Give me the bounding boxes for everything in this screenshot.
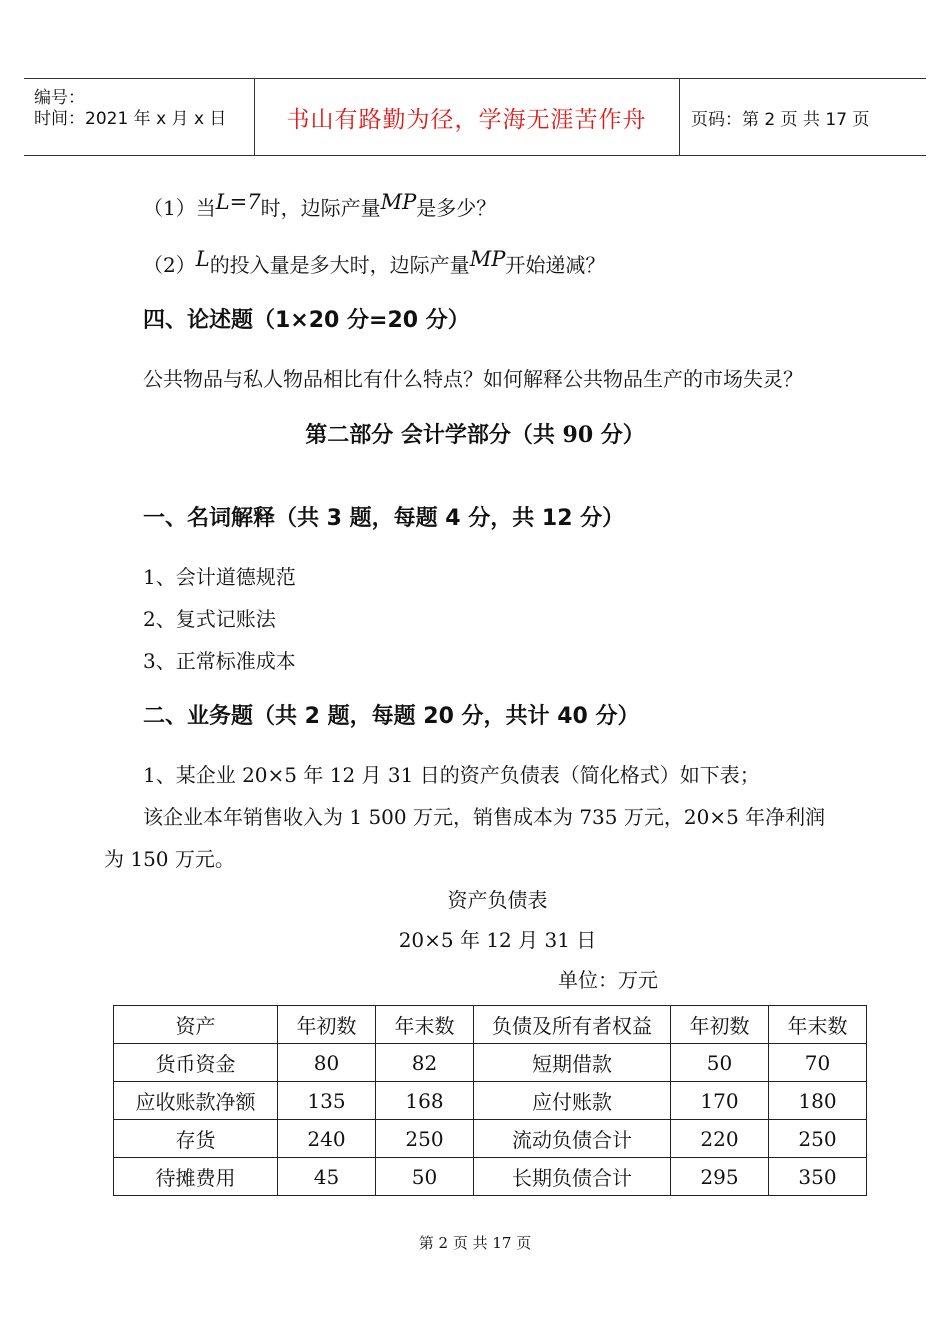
q1-prefix: （1）当 — [143, 196, 216, 220]
table-cell: 180 — [769, 1082, 867, 1120]
problem-text: 为 150 万元。 — [104, 847, 235, 871]
table-cell: 70 — [769, 1044, 867, 1082]
table-cell: 长期负债合计 — [474, 1158, 671, 1196]
table-cell: 220 — [671, 1120, 769, 1158]
page-code: 页码：第 2 页 共 17 页 — [691, 109, 870, 130]
table-title: 资产负债表 — [447, 888, 548, 912]
q1-mid: 时，边际产量 — [260, 196, 381, 220]
term-item: 3、正常标准成本 — [143, 649, 296, 673]
part-2-title: 第二部分 会计学部分（共 90 分） — [305, 422, 645, 448]
table-row — [114, 1120, 867, 1158]
header-page-cell — [679, 79, 926, 155]
table-cell: 50 — [671, 1044, 769, 1082]
table-cell: 货币资金 — [114, 1044, 278, 1082]
table-header-cell: 年初数 — [671, 1006, 769, 1044]
table-header-cell: 负债及所有者权益 — [474, 1006, 671, 1044]
table-row — [114, 1082, 867, 1120]
table-unit: 单位：万元 — [558, 968, 658, 992]
q1-math-mp: MP — [380, 190, 417, 214]
page-footer: 第 2 页 共 17 页 — [418, 1234, 532, 1252]
question-2 — [143, 247, 606, 278]
table-cell: 应付账款 — [474, 1082, 671, 1120]
balance-sheet-table — [113, 1005, 867, 1196]
term-item: 2、复式记账法 — [143, 607, 276, 631]
header-motto-cell — [254, 79, 680, 155]
problem-text: 该企业本年销售收入为 1 500 万元，销售成本为 735 万元，20×5 年净利润 — [143, 805, 826, 829]
table-date: 20×5 年 12 月 31 日 — [398, 928, 597, 952]
table-cell: 295 — [671, 1158, 769, 1196]
table-cell: 待摊费用 — [114, 1158, 278, 1196]
table-cell: 流动负债合计 — [474, 1120, 671, 1158]
problem-text: 1、某企业 20×5 年 12 月 31 日的资产负债表（简化格式）如下表； — [143, 763, 760, 787]
table-row — [114, 1044, 867, 1082]
serial-label: 编号： — [34, 88, 85, 108]
header-info-cell — [24, 79, 255, 155]
table-header-cell: 资产 — [114, 1006, 278, 1044]
q2-mid: 的投入量是多大时，边际产量 — [209, 253, 470, 277]
table-cell: 135 — [278, 1082, 376, 1120]
question-1 — [143, 190, 497, 221]
section-1-title: 一、名词解释（共 3 题，每题 4 分，共 12 分） — [143, 506, 625, 531]
q2-math: L — [195, 247, 210, 271]
q2-math-mp: MP — [469, 247, 506, 271]
motto-text: 书山有路勤为径，学海无涯苦作舟 — [286, 106, 647, 133]
table-header-cell: 年末数 — [376, 1006, 474, 1044]
table-cell: 250 — [376, 1120, 474, 1158]
table-cell: 45 — [278, 1158, 376, 1196]
table-cell: 350 — [769, 1158, 867, 1196]
table-cell: 170 — [671, 1082, 769, 1120]
table-cell: 250 — [769, 1120, 867, 1158]
table-header-row — [114, 1006, 867, 1044]
table-row — [114, 1158, 867, 1196]
table-header-cell: 年末数 — [769, 1006, 867, 1044]
q2-post: 开始递减？ — [505, 253, 606, 277]
time-label: 时间：2021 年 x 月 x 日 — [34, 109, 227, 129]
table-cell: 50 — [376, 1158, 474, 1196]
section-4-question: 公共物品与私人物品相比有什么特点？如何解释公共物品生产的市场失灵？ — [143, 367, 803, 391]
q1-math: L=7 — [215, 190, 261, 214]
table-cell: 应收账款净额 — [114, 1082, 278, 1120]
page-header — [24, 78, 926, 156]
table-cell: 存货 — [114, 1120, 278, 1158]
table-cell: 240 — [278, 1120, 376, 1158]
q1-post: 是多少？ — [416, 196, 497, 220]
table-header-cell: 年初数 — [278, 1006, 376, 1044]
section-2-title: 二、业务题（共 2 题，每题 20 分，共计 40 分） — [143, 704, 640, 729]
section-4-title: 四、论述题（1×20 分=20 分） — [143, 308, 470, 333]
table-cell: 168 — [376, 1082, 474, 1120]
q2-prefix: （2） — [143, 253, 196, 277]
table-cell: 82 — [376, 1044, 474, 1082]
table-cell: 80 — [278, 1044, 376, 1082]
table-cell: 短期借款 — [474, 1044, 671, 1082]
term-item: 1、会计道德规范 — [143, 565, 296, 589]
